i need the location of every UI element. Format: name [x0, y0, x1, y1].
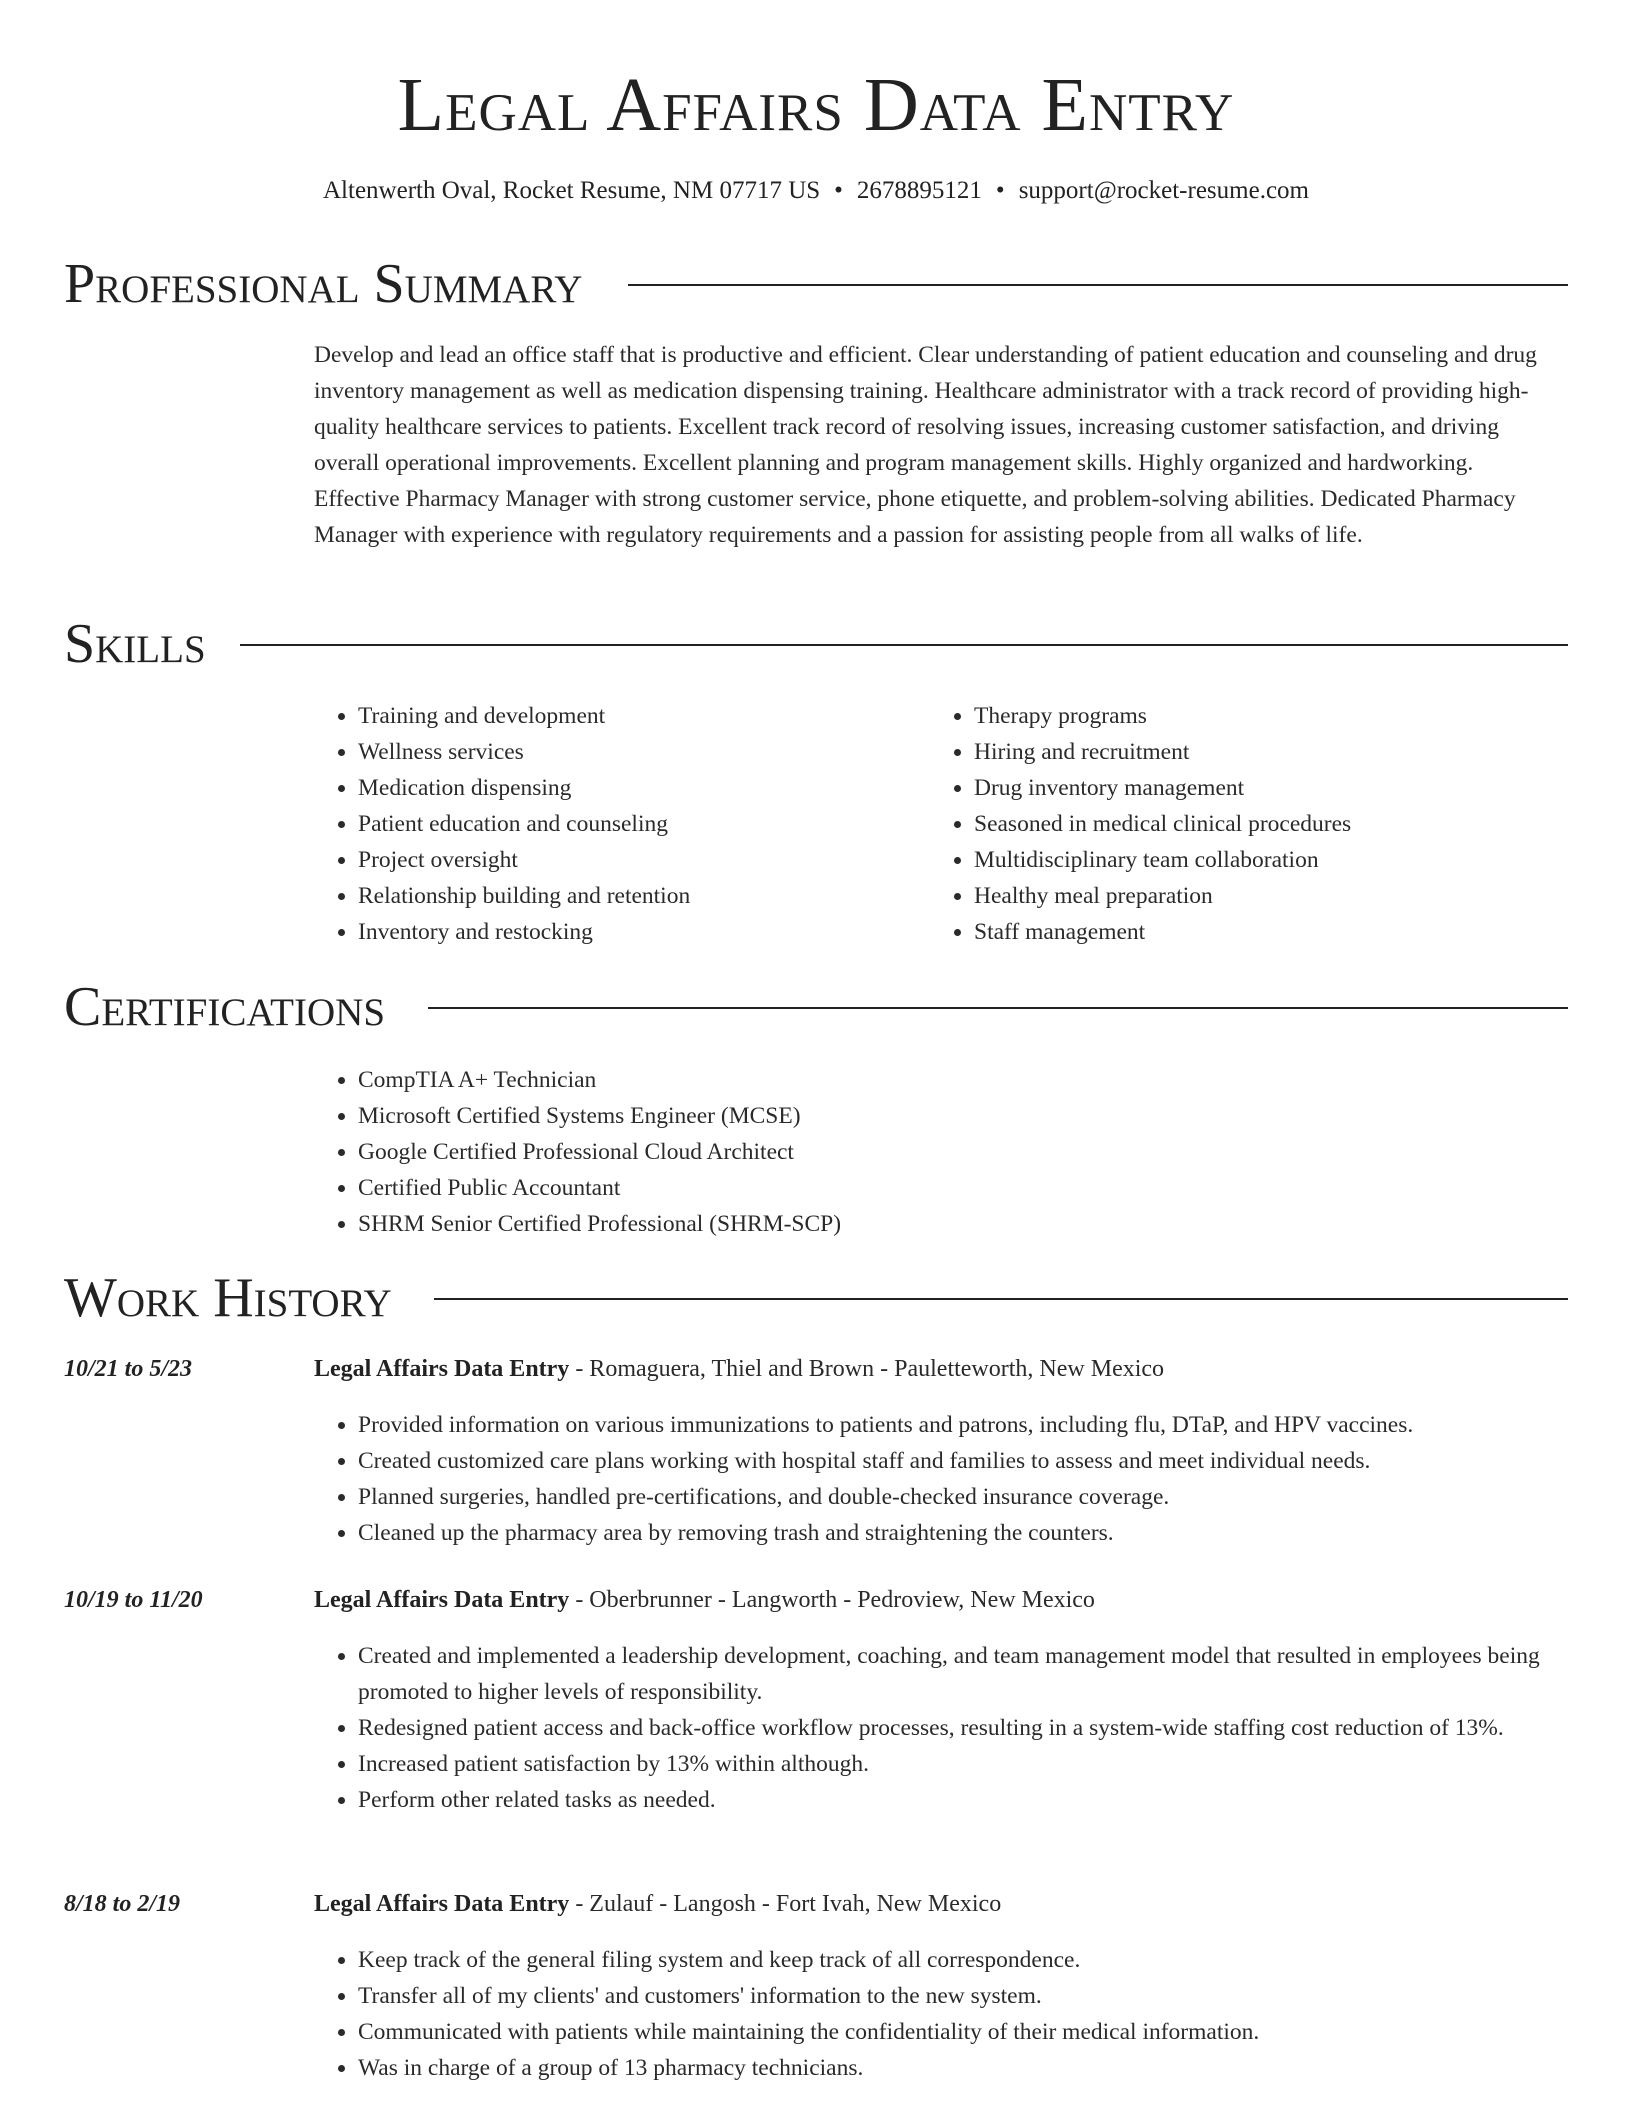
job-heading: [314, 1889, 1001, 1919]
job-title: Legal Affairs Data Entry: [314, 1356, 570, 1382]
section-title-summary: Professional Summary: [64, 253, 583, 315]
job-bullet: • Created customized care plans working with hospital staff and families to assess and meet individual needs.: [358, 1443, 1608, 1479]
skill-item: • Medication dispensing: [358, 770, 918, 806]
job-bullets: [314, 1942, 1608, 2086]
contact-phone: 2678895121: [856, 177, 982, 204]
skill-item: • Hiring and recruitment: [974, 734, 1594, 770]
job-heading: [314, 1354, 1164, 1384]
job-bullet: • Planned surgeries, handled pre-certifications, and double-checked insurance coverage.: [358, 1479, 1608, 1515]
job-bullets: [314, 1407, 1608, 1551]
contact-email[interactable]: support@rocket-resume.com: [1018, 177, 1309, 204]
contact-line: [0, 176, 1632, 206]
section-title-work-history: Work History: [64, 1267, 392, 1329]
skill-item: • Healthy meal preparation: [974, 878, 1594, 914]
contact-separator: •: [834, 177, 843, 204]
skill-item: • Therapy programs: [974, 698, 1594, 734]
job-title: Legal Affairs Data Entry: [314, 1587, 570, 1613]
job-bullet: • Provided information on various immunizations to patients and patrons, including flu, DTaP, and HPV vaccines.: [358, 1407, 1608, 1443]
skill-item: • Training and development: [358, 698, 918, 734]
contact-separator: •: [995, 177, 1005, 204]
skill-item: • Multidisciplinary team collaboration: [974, 842, 1594, 878]
skill-item: • Drug inventory management: [974, 770, 1594, 806]
skill-item: • Patient education and counseling: [358, 806, 918, 842]
job-bullet: • Keep track of the general filing system and keep track of all correspondence.: [358, 1942, 1608, 1978]
skills-list-left: [314, 698, 918, 950]
section-title-skills: Skills: [64, 613, 206, 675]
section-rule: [628, 284, 1568, 286]
job-bullet: • Communicated with patients while maintaining the confidentiality of their medical information.: [358, 2014, 1608, 2050]
job-bullet: • Created and implemented a leadership development, coaching, and team management model that resulted in employees being promoted to higher levels of responsibility.: [358, 1638, 1608, 1710]
job-dates: 8/18 to 2/19: [64, 1891, 181, 1917]
section-rule: [240, 644, 1568, 646]
skill-item: • Wellness services: [358, 734, 918, 770]
job-bullet: • Cleaned up the pharmacy area by removing trash and straightening the counters.: [358, 1515, 1608, 1551]
certification-item: • Certified Public Accountant: [358, 1170, 1558, 1206]
certification-item: • SHRM Senior Certified Professional (SHRM-SCP): [358, 1206, 1558, 1242]
candidate-name: Legal Affairs Data Entry: [397, 63, 1235, 147]
skills-list-right: [930, 698, 1594, 950]
section-title-certifications: Certifications: [64, 976, 386, 1038]
job-bullets: [314, 1638, 1608, 1818]
job-bullet: • Increased patient satisfaction by 13% within although.: [358, 1746, 1608, 1782]
job-employer-location: - Zulauf - Langosh - Fort Ivah, New Mexico: [569, 1891, 1002, 1917]
job-bullet: • Perform other related tasks as needed.: [358, 1782, 1608, 1818]
job-bullet: • Was in charge of a group of 13 pharmacy technicians.: [358, 2050, 1608, 2086]
summary-text: Develop and lead an office staff that is productive and efficient. Clear understanding of patient education and counseling and drug inventory management as well as medication dispensing training. Healthcare administrator with a track record of providing high-quality healthcare services to patients. Excellent track record of resolving issues, increasing customer satisfaction, and driving overall operational improvements. Excellent planning and program management skills. Highly organized and hardworking. Effective Pharmacy Manager with strong customer service, phone etiquette, and problem-solving abilities. Dedicated Pharmacy Manager with experience with regulatory requirements and a passion for assisting people from all walks of life.: [314, 342, 1537, 548]
contact-address: Altenwerth Oval, Rocket Resume, NM 07717 US: [323, 177, 821, 204]
skill-item: • Staff management: [974, 914, 1594, 950]
job-employer-location: - Oberbrunner - Langworth - Pedroview, New Mexico: [569, 1587, 1095, 1613]
job-bullet: • Redesigned patient access and back-office workflow processes, resulting in a system-wide staffing cost reduction of 13%.: [358, 1710, 1608, 1746]
section-rule: [434, 1298, 1568, 1300]
skill-item: • Seasoned in medical clinical procedures: [974, 806, 1594, 842]
section-rule: [428, 1007, 1568, 1009]
certifications-list: [314, 1062, 1558, 1242]
certification-item: • Microsoft Certified Systems Engineer (MCSE): [358, 1098, 1558, 1134]
skill-item: • Relationship building and retention: [358, 878, 918, 914]
job-dates: 10/21 to 5/23: [64, 1356, 193, 1382]
job-employer-location: - Romaguera, Thiel and Brown - Pauletteworth, New Mexico: [569, 1356, 1165, 1382]
skill-item: • Project oversight: [358, 842, 918, 878]
skill-item: • Inventory and restocking: [358, 914, 918, 950]
job-dates: 10/19 to 11/20: [64, 1587, 203, 1613]
job-title: Legal Affairs Data Entry: [314, 1891, 570, 1917]
job-bullet: • Transfer all of my clients' and customers' information to the new system.: [358, 1978, 1608, 2014]
certification-item: • CompTIA A+ Technician: [358, 1062, 1558, 1098]
job-heading: [314, 1585, 1095, 1615]
certification-item: • Google Certified Professional Cloud Architect: [358, 1134, 1558, 1170]
